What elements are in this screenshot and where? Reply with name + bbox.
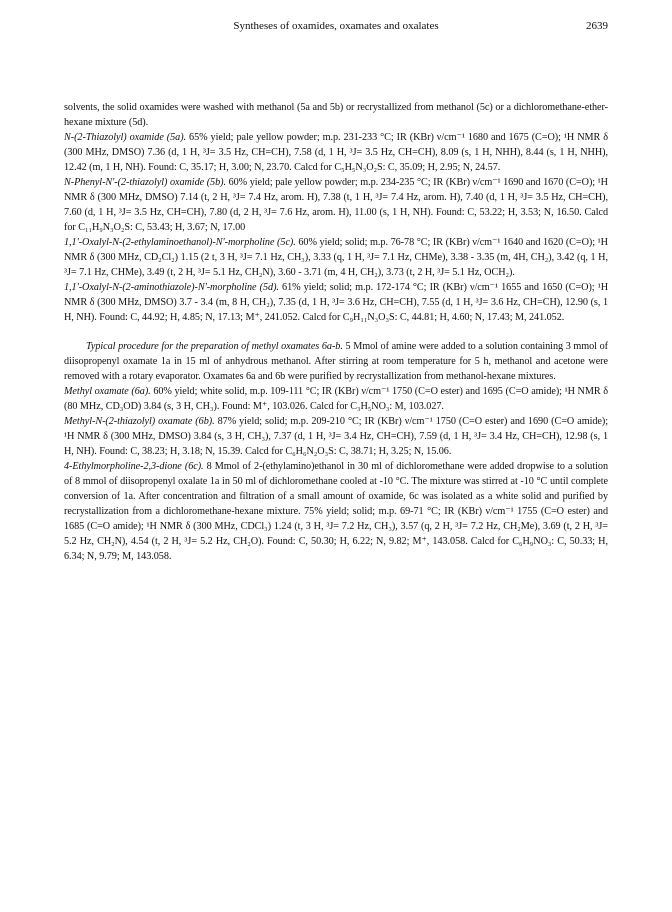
paragraph-compound-6b <box>64 414 608 459</box>
compound-description: 60% yield; white solid, m.p. 109-111 °C; IR (KBr) ν/cm⁻¹ 1750 (C=O ester) and 1695 (C=O amide); ¹H NMR δ (80 MHz, CD₃OD) 3.84 (s, 3 H, CH₃). Found: M⁺, 103.026. Calcd for C₃H₅NO₃: M, 103.027. <box>64 386 608 412</box>
paragraph-compound-5a <box>64 130 608 175</box>
compound-description: 65% yield; pale yellow powder; m.p. 231-233 °C; IR (KBr) ν/cm⁻¹ 1680 and 1675 (C=O); ¹H NMR δ (300 MHz, DMSO) 7.36 (d, 1 H, ³J= 3.5 Hz, CH=CH), 7.58 (d, 1 H, ³J= 3.5 Hz, CH=CH), 8.09 (s, 1 H, NHH), 8.44 (s, 1 H, NHH), 12.42 (m, 1 H, NH). Found: C, 35.17; H, 3.00; N, 23.70. Calcd for C₅H₅N₃O₂S: C, 35.09; H, 2.95; N, 24.57. <box>64 132 608 173</box>
compound-heading: N-(2-Thiazolyl) oxamide (5a). <box>64 132 187 143</box>
compound-heading: 1,1'-Oxalyl-N-(2-ethylaminoethanol)-N'-morpholine (5c). <box>64 237 296 248</box>
paragraph-oxamide-washing: solvents, the solid oxamides were washed with methanol (5a and 5b) or recrystallized from methanol (5c) or a dichloromethane-ether-hexane mixture (5d). <box>64 102 608 128</box>
compound-description: 60% yield; solid; m.p. 76-78 °C; IR (KBr) ν/cm⁻¹ 1640 and 1620 (C=O); ¹H NMR δ (300 MHz, CD₂Cl₂) 1.15 (2 t, 3 H, ³J= 7.1 Hz, CH₃), 3.33 (q, 1 H, ³J= 7.1 Hz, CHMe), 3.38 - 3.35 (m, 4H, CH₂), 3.42 (q, 1 H, ³J= 7.1 Hz, CHMe), 3.49 (t, 2 H, ³J= 5.1 Hz, CH₂N), 3.60 - 3.71 (m, 4 H, CH₂), 3.73 (t, 2 H, ³J= 5.1 Hz, OCH₂). <box>64 237 608 278</box>
compound-heading: Methyl oxamate (6a). <box>64 386 151 397</box>
compound-heading: 4-Ethylmorpholine-2,3-dione (6c). <box>64 461 204 472</box>
paragraph-compound-6a <box>64 384 608 414</box>
paragraph-compound-5c <box>64 235 608 280</box>
paragraph-compound-5d <box>64 280 608 325</box>
compound-heading: Methyl-N-(2-thiazolyl) oxamate (6b). <box>64 416 215 427</box>
paragraph-compound-6c <box>64 459 608 564</box>
compound-description: 8 Mmol of 2-(ethylamino)ethanol in 30 ml of dichloromethane were added dropwise to a solution of 8 mmol of diisopropenyl oxalate 1a in 50 ml of dichloromethane cooled at -10 °C. The mixture was stirred at -10 °C until complete conversion of 1a. After concentration and filtration of a small amount of oxamide, 6c was isolated as a white solid and purified by recrystallization from a dichloromethane-hexane mixture. 75% yield; solid; m.p. 69-71 °C; IR (KBr) ν/cm⁻¹ 1755 (C=O ester) and 1685 (C=O amide); ¹H NMR δ (300 MHz, CDCl₃) 1.24 (t, 3 H, ³J= 7.2 Hz, CH₃), 3.57 (q, 2 H, ³J= 7.2 Hz, CH₂Me), 3.69 (t, 2 H, ³J= 5.2 Hz, CH₂N), 4.54 (t, 2 H, ³J= 5.2 Hz, CH₂O). Found: C, 50.30; H, 6.22; N, 9.82; M⁺, 143.058. Calcd for C₆H₉NO₃: C, 50.33; H, 6.34; N, 9.79; M, 143.058. <box>64 461 608 562</box>
compound-description: 87% yield; solid; m.p. 209-210 °C; IR (KBr) ν/cm⁻¹ 1750 (C=O ester) and 1690 (C=O amide); ¹H NMR δ (300 MHz, DMSO) 3.84 (s, 3 H, CH₃), 7.37 (d, 1 H, ³J= 3.4 Hz, CH=CH), 7.59 (d, 1 H, ³J= 3.4 Hz, CH=CH), 12.98 (s, 1 H, NH). Found: C, 38.23; H, 3.18; N, 15.39. Calcd for C₆H₆N₂O₃S: C, 38.71; H, 3.25; N, 15.06. <box>64 416 608 457</box>
section-gap <box>64 325 608 339</box>
article-body <box>64 100 608 564</box>
compound-description: 60% yield; pale yellow powder; m.p. 234-235 °C; IR (KBr) ν/cm⁻¹ 1690 and 1670 (C=O); ¹H NMR δ (300 MHz, DMSO) 7.14 (t, 2 H, ³J= 7.4 Hz, arom. H), 7.38 (t, 1 H, ³J= 7.4 Hz, arom. H), 7.40 (d, 1 H, ³J= 3.5 Hz, CH=CH), 7.60 (d, 1 H, ³J= 3.5 Hz, CH=CH), 7.80 (d, 2 H, ³J= 7.6 Hz, arom. H), 11.00 (s, 1 H, NH). Found: C, 53.22; H, 3.53; N, 16.50. Calcd for C₁₁H₉N₃O₂S: C, 53.43; H, 3.67; N, 17.00 <box>64 177 608 233</box>
compound-description: 61% yield; solid; m.p. 172-174 °C; IR (KBr) ν/cm⁻¹ 1655 and 1650 (C=O); ¹H NMR δ (300 MHz, DMSO) 3.7 - 3.4 (m, 8 H, CH₂), 7.35 (d, 1 H, ³J= 3.6 Hz, CH=CH), 7.55 (d, 1 H, ³J= 3.6 Hz, CH=CH), 12.90 (s, 1 H, NH). Found: C, 44.92; H, 4.85; N, 17.13; M⁺, 241.052. Calcd for C₉H₁₁N₃O₃S: C, 44.81; H, 4.60; N, 17.43; M, 241.052. <box>64 282 609 323</box>
paragraph-typical-procedure <box>64 339 608 384</box>
procedure-heading: Typical procedure for the preparation of methyl oxamates 6a-b. <box>86 341 343 352</box>
running-title: Syntheses of oxamides, oxamates and oxalates <box>233 20 439 32</box>
compound-heading: N-Phenyl-N'-(2-thiazolyl) oxamide (5b). <box>64 177 226 188</box>
procedure-description: 5 Mmol of amine were added to a solution containing 3 mmol of diisopropenyl oxamate 1a in 15 ml of anhydrous methanol. After stirring at room temperature for 5 h, methanol and acetone were removed with a rotary evaporator. Oxamates 6a and 6b were purified by recrystallization from methanol-hexane mixtures. <box>64 341 608 382</box>
running-header <box>64 18 608 34</box>
paragraph-compound-5b <box>64 175 608 235</box>
page-number: 2639 <box>586 20 608 32</box>
compound-heading: 1,1'-Oxalyl-N-(2-aminothiazole)-N'-morpholine (5d). <box>64 282 279 293</box>
